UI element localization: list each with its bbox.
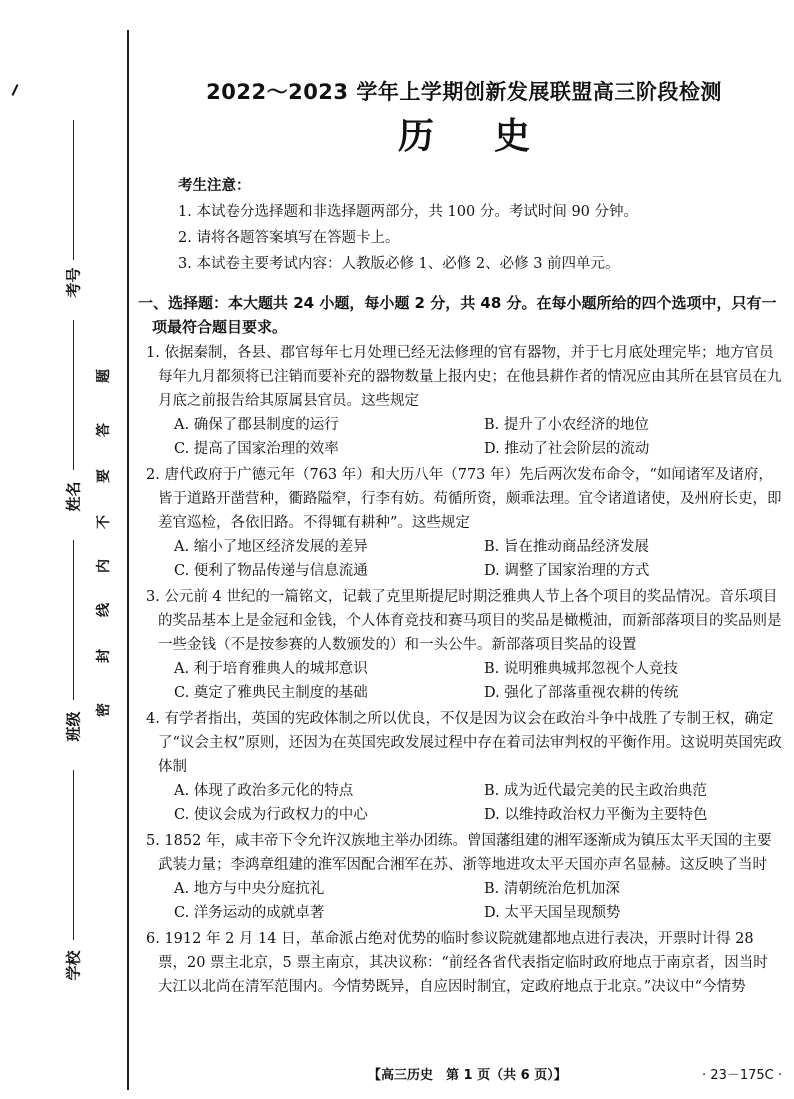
option: B. 提升了小农经济的地位: [484, 417, 649, 433]
option: C. 便利了物品传递与信息流通: [174, 563, 368, 579]
notice-heading: 考生注意：: [178, 178, 251, 194]
notice-item: 2. 请将各题答案填写在答题卡上。: [178, 230, 400, 246]
seal-warning-char: 封: [96, 649, 112, 663]
notice-item: 3. 本试卷主要考试内容：人教版必修 1、必修 2、必修 3 前四单元。: [178, 256, 620, 272]
option: D. 推动了社会阶层的流动: [484, 441, 650, 457]
exam-title: 2022～2023 学年上学期创新发展联盟高三阶段检测: [206, 80, 722, 104]
binding-margin: [0, 0, 132, 1099]
question-stem: 1. 依据秦制，各县、郡官每年七月处理已经无法修理的官有器物，并于七月底处理完毕；地方官员每年九月都须将已注销而要补充的器物数量上报内史；在他县耕作者的情况应由其所在县官员在九月底之前报告给其原属县官员。这些规定: [146, 345, 782, 409]
seal-warning-char: 题: [96, 369, 112, 383]
school-line: [73, 770, 74, 940]
notice-item: 1. 本试卷分选择题和非选择题两部分，共 100 分。考试时间 90 分钟。: [178, 204, 639, 220]
seal-line: [127, 30, 129, 1090]
seal-warning-char: 线: [96, 603, 112, 617]
option: C. 使议会成为行政权力的中心: [174, 807, 368, 823]
question-stem: 6. 1912 年 2 月 14 日，革命派占绝对优势的临时参议院就建都地点进行表决，开票时计得 28 票，20 票主北京，5 票主南京，其决议称：“前经各省代表指定临时政府地点于南京者，因当时大江以北尚在清军范围内。今情势既异，自应因时制宜，定政府地点于北京。”决议中“今情势: [146, 931, 768, 995]
option: C. 洋务运动的成就卓著: [174, 905, 325, 921]
exam-number-label: 考号: [64, 267, 83, 298]
question-options: [146, 779, 782, 827]
seal-warning-char: 要: [96, 469, 112, 483]
name-label: 姓名: [64, 481, 83, 512]
option: C. 提高了国家治理的效率: [174, 441, 339, 457]
question: [146, 463, 782, 583]
option: A. 确保了郡县制度的运行: [174, 417, 339, 433]
question: [146, 585, 782, 705]
question-options: [146, 657, 782, 705]
exam-page-content: [138, 70, 782, 999]
question-options: [146, 413, 782, 461]
school-label: 学校: [64, 950, 83, 981]
class-label: 班级: [64, 711, 83, 742]
question-stem: 5. 1852 年，咸丰帝下令允许汉族地主举办团练。曾国藩组建的湘军逐渐成为镇压太平天国的主要武装力量；李鸿章组建的淮军因配合湘军在苏、浙等地进攻太平天国亦声名显赫。这反映了当时: [146, 833, 772, 873]
question-stem: 3. 公元前 4 世纪的一篇铭文，记载了克里斯提尼时期泛雅典人节上各个项目的奖品情况。音乐项目的奖品基本上是金冠和金钱，个人体育竞技和赛马项目的奖品是橄榄油，而新部落项目的奖品则是一些金钱（不是按参赛的人数颁发的）和一头公牛。新部落项目奖品的设置: [146, 589, 782, 653]
question: [146, 927, 782, 999]
name-line: [73, 320, 74, 470]
candidate-notice: [178, 173, 782, 277]
option: A. 地方与中央分庭抗礼: [174, 881, 325, 897]
option: A. 体现了政治多元化的特点: [174, 783, 354, 799]
option: B. 旨在推动商品经济发展: [484, 539, 649, 555]
option: B. 清朝统治危机加深: [484, 881, 620, 897]
exam-number-line: [73, 120, 74, 260]
option: D. 太平天国呈现颓势: [484, 905, 621, 921]
seal-warning-char: 密: [96, 703, 112, 717]
seal-warning-char: 不: [96, 515, 112, 529]
seal-warning-char: 内: [96, 559, 112, 573]
question: [146, 829, 782, 925]
paper-code: · 23－175C ·: [702, 1068, 782, 1083]
option: D. 调整了国家治理的方式: [484, 563, 650, 579]
option: A. 利于培育雅典人的城邦意识: [174, 661, 368, 677]
option: C. 奠定了雅典民主制度的基础: [174, 685, 368, 701]
option: D. 强化了部落重视农耕的传统: [484, 685, 679, 701]
section-heading: 一、选择题：本大题共 24 小题，每小题 2 分，共 48 分。在每小题所给的四个选项中，只有一项最符合题目要求。: [138, 294, 777, 336]
option: D. 以维持政治权力平衡为主要特色: [484, 807, 708, 823]
question: [146, 341, 782, 461]
question-stem: 4. 有学者指出，英国的宪政体制之所以优良，不仅是因为议会在政治斗争中战胜了专制王权，确定了“议会主权”原则，还因为在英国宪政发展过程中存在着司法审判权的平衡作用。这说明英国宪政体制: [146, 711, 782, 775]
seal-warning-char: 答: [96, 423, 112, 437]
option: B. 成为近代最完美的民主政治典范: [484, 783, 707, 799]
question: [146, 707, 782, 827]
page-number: 【高三历史 第 1 页（共 6 页）】: [368, 1068, 567, 1083]
option: B. 说明雅典城邦忽视个人竞技: [484, 661, 678, 677]
subject-title: 历史: [397, 116, 590, 157]
ink-mark: [12, 84, 19, 96]
question-stem: 2. 唐代政府于广德元年（763 年）和大历八年（773 年）先后两次发布命令，“如闻诸军及诸府，皆于道路开凿营种，衢路隘窄，行李有妨。苟循所资，颇乖法理。宜令诸道诸使，及州府长吏，即差官巡检，各依旧路。不得辄有耕种”。这些规定: [146, 467, 782, 531]
question-options: [146, 877, 782, 925]
question-options: [146, 535, 782, 583]
class-line: [73, 540, 74, 700]
option: A. 缩小了地区经济发展的差异: [174, 539, 368, 555]
